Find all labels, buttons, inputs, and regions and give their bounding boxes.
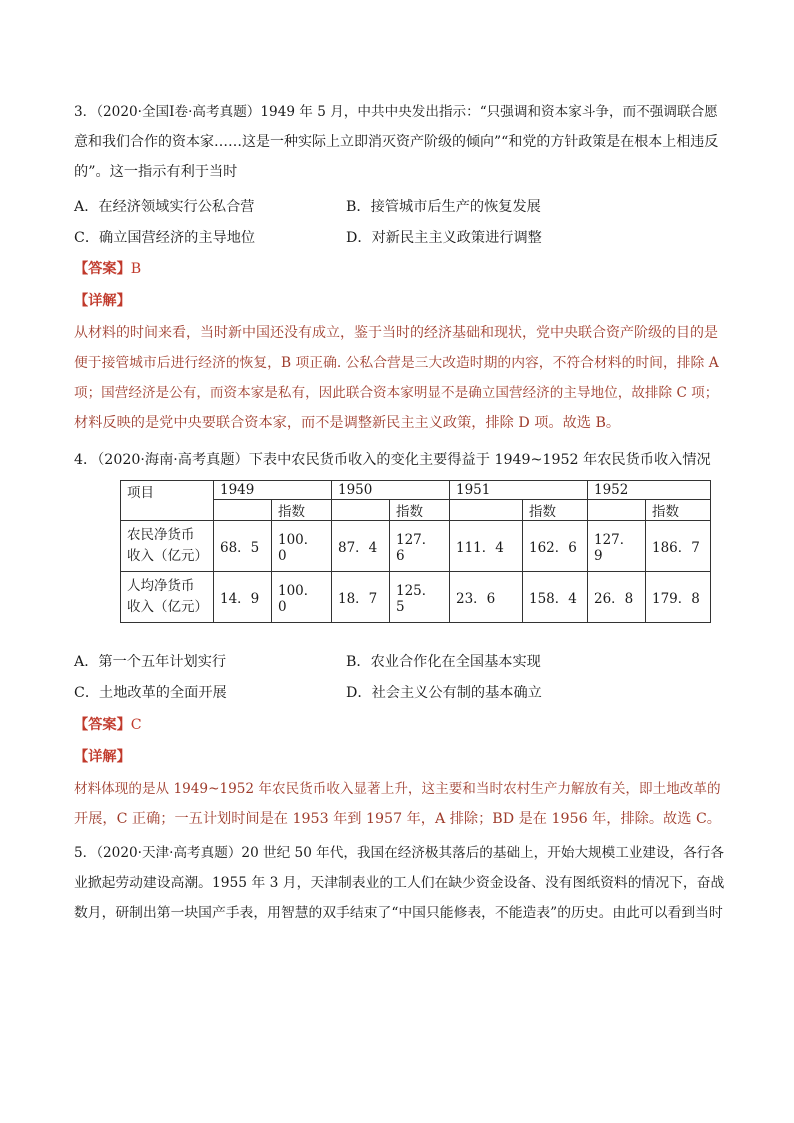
q3-options-row-2 <box>74 223 724 253</box>
table-cell: 87．4 <box>332 521 390 572</box>
index-subheader: 指数 <box>646 500 711 521</box>
table-cell: 68．5 <box>214 521 272 572</box>
answer-label: 【答案】 <box>74 261 131 277</box>
table-cell: 186．7 <box>646 521 711 572</box>
answer-value: C <box>130 717 142 733</box>
q3-detail-line: 从材料的时间来看，当时新中国还没有成立，鉴于当时的经济基础和现状，党中央联合资产阶级的目的是 <box>74 325 718 341</box>
q3-detail-line: 项；国营经济是公有，而资本家是私有，因此联合资本家明显不是确立国营经济的主导地位，故排除 C 项； <box>74 385 719 401</box>
item-header: 项目 <box>121 481 214 521</box>
income-table <box>120 480 711 623</box>
q4-detail-line: 材料体现的是从 1949~1952 年农民货币收入显著上升，这主要和当时农村生产力解放有关，即土地改革的 <box>74 781 721 797</box>
q4-answer <box>74 710 142 740</box>
table-cell: 162．6 <box>523 521 588 572</box>
table-cell: 127．6 <box>390 521 450 572</box>
index-subheader: 指数 <box>390 500 450 521</box>
table-header-row <box>121 481 711 500</box>
q4-stem-line: 4．（2020·海南·高考真题）下表中农民货币收入的变化主要得益于 1949~1952 年农民货币收入情况 <box>74 452 711 468</box>
table-cell: 100．0 <box>272 572 332 623</box>
q5-stem-line: 业掀起劳动建设高潮。1955 年 3 月，天津制表业的工人们在缺少资金设备、没有图纸资料的情况下，奋战 <box>74 875 725 891</box>
q5-stem-line: 数月，研制出第一块国产手表，用智慧的双手结束了“中国只能修表，不能造表”的历史。由此可以看到当时 <box>74 905 723 921</box>
row-label <box>121 572 214 623</box>
q3-option-d: D．对新民主主义政策进行调整 <box>346 230 542 246</box>
q4-detail <box>74 774 724 834</box>
value-subheader <box>332 500 390 521</box>
q4-options-row-2 <box>74 678 724 708</box>
q3-stem-line: 的”。这一指示有利于当时 <box>74 164 238 180</box>
year-header: 1951 <box>450 481 588 500</box>
row-label <box>121 521 214 572</box>
question-4-stem <box>74 445 724 475</box>
table-cell: 179．8 <box>646 572 711 623</box>
detail-label: 【详解】 <box>74 749 131 765</box>
q4-option-a: A．第一个五年计划实行 <box>74 654 227 670</box>
table-cell: 14．9 <box>214 572 272 623</box>
q4-option-b: B．农业合作化在全国基本实现 <box>346 654 541 670</box>
table-cell: 18．7 <box>332 572 390 623</box>
q3-answer <box>74 254 141 284</box>
answer-value: B <box>130 261 142 277</box>
year-header: 1950 <box>332 481 450 500</box>
q3-option-b: B．接管城市后生产的恢复发展 <box>346 199 541 215</box>
q3-option-a: A．在经济领域实行公私合营 <box>74 199 255 215</box>
value-subheader <box>450 500 523 521</box>
q4-detail-label <box>74 742 131 772</box>
table-cell: 23．6 <box>450 572 523 623</box>
q3-detail <box>74 318 724 438</box>
q4-options-row-1 <box>74 647 724 677</box>
q3-detail-line: 便于接管城市后进行经济的恢复，B 项正确. 公私合营是三大改造时期的内容，不符合材料的时间，排除 A <box>74 355 719 371</box>
q3-options-row-1 <box>74 192 724 222</box>
q4-option-d: D．社会主义公有制的基本确立 <box>346 685 542 701</box>
q4-detail-line: 开展，C 正确；一五计划时间是在 1953 年到 1957 年，A 排除；BD 是在 1956 年，排除。故选 C。 <box>74 811 721 827</box>
q3-stem-line: 意和我们合作的资本家……这是一种实际上立即消灭资产阶级的倾向”“和党的方针政策是在根本上相违反 <box>74 134 719 150</box>
row-label-line: 农民净货币 <box>127 527 195 543</box>
q3-detail-label <box>74 286 131 316</box>
table-cell: 100．0 <box>272 521 332 572</box>
table-row <box>121 521 711 572</box>
answer-label: 【答案】 <box>74 717 131 733</box>
q3-option-c: C．确立国营经济的主导地位 <box>74 230 256 246</box>
question-3-stem <box>74 97 724 187</box>
q3-detail-line: 材料反映的是党中央要联合资本家，而不是调整新民主主义政策，排除 D 项。故选 B。 <box>74 415 621 431</box>
value-subheader <box>588 500 646 521</box>
year-header: 1949 <box>214 481 332 500</box>
index-subheader: 指数 <box>272 500 332 521</box>
value-subheader <box>214 500 272 521</box>
table-cell: 127．9 <box>588 521 646 572</box>
table-cell: 125．5 <box>390 572 450 623</box>
row-label-line: 收入（亿元） <box>127 548 208 564</box>
table-row <box>121 572 711 623</box>
q4-option-c: C．土地改革的全面开展 <box>74 685 227 701</box>
q3-stem-line: 3．（2020·全国Ⅰ卷·高考真题）1949 年 5 月，中共中央发出指示：“只强调和资本家斗争，而不强调联合愿 <box>74 104 718 120</box>
row-label-line: 收入（亿元） <box>127 599 208 615</box>
index-subheader: 指数 <box>523 500 588 521</box>
table-cell: 111．4 <box>450 521 523 572</box>
q5-stem-line: 5．（2020·天津·高考真题）20 世纪 50 年代，我国在经济极其落后的基础上，开始大规模工业建设，各行各 <box>74 845 724 861</box>
year-header: 1952 <box>588 481 711 500</box>
table-cell: 158．4 <box>523 572 588 623</box>
question-5-stem <box>74 838 724 928</box>
detail-label: 【详解】 <box>74 293 131 309</box>
row-label-line: 人均净货币 <box>127 578 195 594</box>
table-cell: 26．8 <box>588 572 646 623</box>
